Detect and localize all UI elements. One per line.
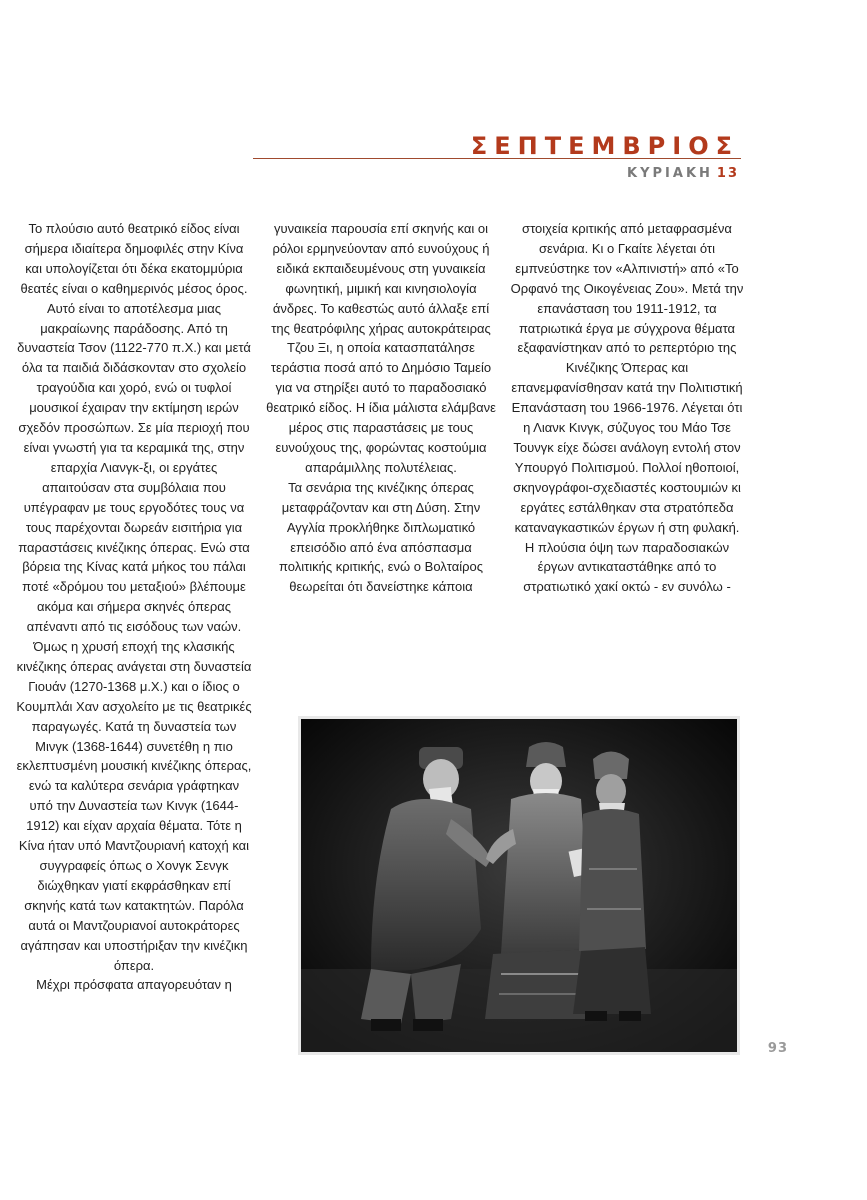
text-column-2 — [262, 219, 500, 597]
paragraph: γυναικεία παρουσία επί σκηνής και οι ρόλοι ερμηνεύονταν από ευνούχους ή ειδικά εκπαιδευμένους στη γυναικεία φωνητική, μιμική και κινησιολογία άνδρες. Το καθεστώς αυτό άλλαξε επί της θεατρόφιλης χήρας αυτοκράτειρας Τζου Ξι, η οποία κατασπατάλησε τεράστια ποσά από το Δημόσιο Ταμείο για να στηρίξει αυτό το παραδοσιακό θεατρικό είδος. Η ίδια μάλιστα ελάμβανε μέρος στις παραστάσεις με τους ευνούχους της, φορώντας κοστούμια απαράμιλλης πολυτέλειας. — [266, 221, 496, 475]
day-label — [627, 166, 739, 181]
opera-photo — [301, 719, 737, 1052]
paragraph: Μέχρι πρόσφατα απαγορευόταν η — [36, 977, 232, 993]
paragraph: στοιχεία κριτικής από μεταφρασμένα σενάρια. Κι ο Γκαίτε λέγεται ότι εμπνεύστηκε τον «Αλπινιστή» από «Το Ορφανό της Οικογένειας Ζου». Μετά την επανάσταση του 1911-1912, τα πατριωτικά έργα με σύγχρονα θέματα εξαφανίστηκαν από το ρεπερτόριο της Κινέζικης Όπερας και επανεμφανίσθησαν κατά την Πολιτιστική Επανάσταση του 1966-1976. Λέγεται ότι η Λιανκ Κινγκ, σύζυγος του Μάο Τσε Τουνγκ είχε δώσει ανάλογη εντολή στον Υπουργό Πολιτισμού. Πολλοί ηθοποιοί, σκηνογράφοι-σχεδιαστές κοστουμιών κι εργάτες εστάλθηκαν στα στρατόπεδα καταναγκαστικών έργων ή στη φυλακή. Η πλούσια όψη των παραδοσιακών έργων αντικαταστάθηκε από το στρατιωτικό χακί οκτώ - εν συνόλω - — [510, 221, 744, 595]
page-number: 93 — [767, 1041, 788, 1056]
opera-performers-illustration — [301, 719, 737, 1052]
text-column-3 — [510, 219, 744, 597]
day-number: 13 — [716, 166, 739, 181]
weekday: ΚΥΡΙΑΚΗ — [627, 166, 713, 181]
text-column-1 — [16, 219, 252, 995]
paragraph: Το πλούσιο αυτό θεατρικό είδος είναι σήμερα ιδιαίτερα δημοφιλές στην Κίνα και υπολογίζεται ότι δέκα εκατομμύρια θεατές είναι ο καθημερινός μέσος όρος. Αυτό είναι το αποτέλεσμα μιας μακραίωνης παράδοσης. Από τη δυναστεία Τσον (1122-770 π.Χ.) και μετά όλα τα παιδιά διδάσκονταν στο σχολείο τραγούδια και χορό, ενώ οι τυφλοί μουσικοί έχαιραν την εκτίμηση ιερών σχεδόν προσώπων. Σε μία περιοχή που είναι γνωστή για τα κεραμικά της, στην επαρχία Λιανγκ-ξι, οι εργάτες απαιτούσαν στα συμβόλαια που υπέγραφαν με τους εργοδότες τους να τους παρέχονται δωρεάν εισιτήρια για παραστάσεις κινέζικης όπερας. Ενώ στα βόρεια της Κίνας κατά μήκος του πάλαι ποτέ «δρόμου του μεταξιού» βλέπουμε ακόμα και σήμερα σκηνές όπερας απέναντι από τις εισόδους των ναών. Όμως η χρυσή εποχή της κλασικής κινέζικης όπερας ανάγεται στη δυναστεία Γιουάν (1270-1368 μ.Χ.) και ο ίδιος ο Κουμπλάι Χαν ασχολείτο με τις θεατρικές παραγωγές. Κατά τη δυναστεία των Μινγκ (1368-1644) συνετέθη η πιο εκλεπτυσμένη μουσική κινέζικης όπερας, ενώ τα καλύτερα σενάρια γράφτηκαν υπό την Δυναστεία των Κινγκ (1644-1912) και είχαν αρχαία θέματα. Τότε η Κίνα ήταν υπό Μαντζουριανή κατοχή και συγγραφείς όπως ο Χονγκ Σενγκ διώχθηκαν γιατί εκφράσθηκαν επί σκηνής κατά των κατακτητών. Παρόλα αυτά οι Μαντζουριανοί αυτοκράτορες αγάπησαν και υποστήριξαν την κινέζικη όπερα. — [16, 221, 252, 973]
paragraph: Τα σενάρια της κινέζικης όπερας μεταφράζονταν και στη Δύση. Στην Αγγλία προκλήθηκε διπλωματικό επεισόδιο από ένα απόσπασμα πολιτικής κριτικής, ενώ ο Βολταίρος θεωρείται ότι δανείστηκε κάποια — [278, 479, 484, 595]
month-title: ΣΕΠΤΕΜΒΡΙΟΣ — [470, 132, 739, 160]
